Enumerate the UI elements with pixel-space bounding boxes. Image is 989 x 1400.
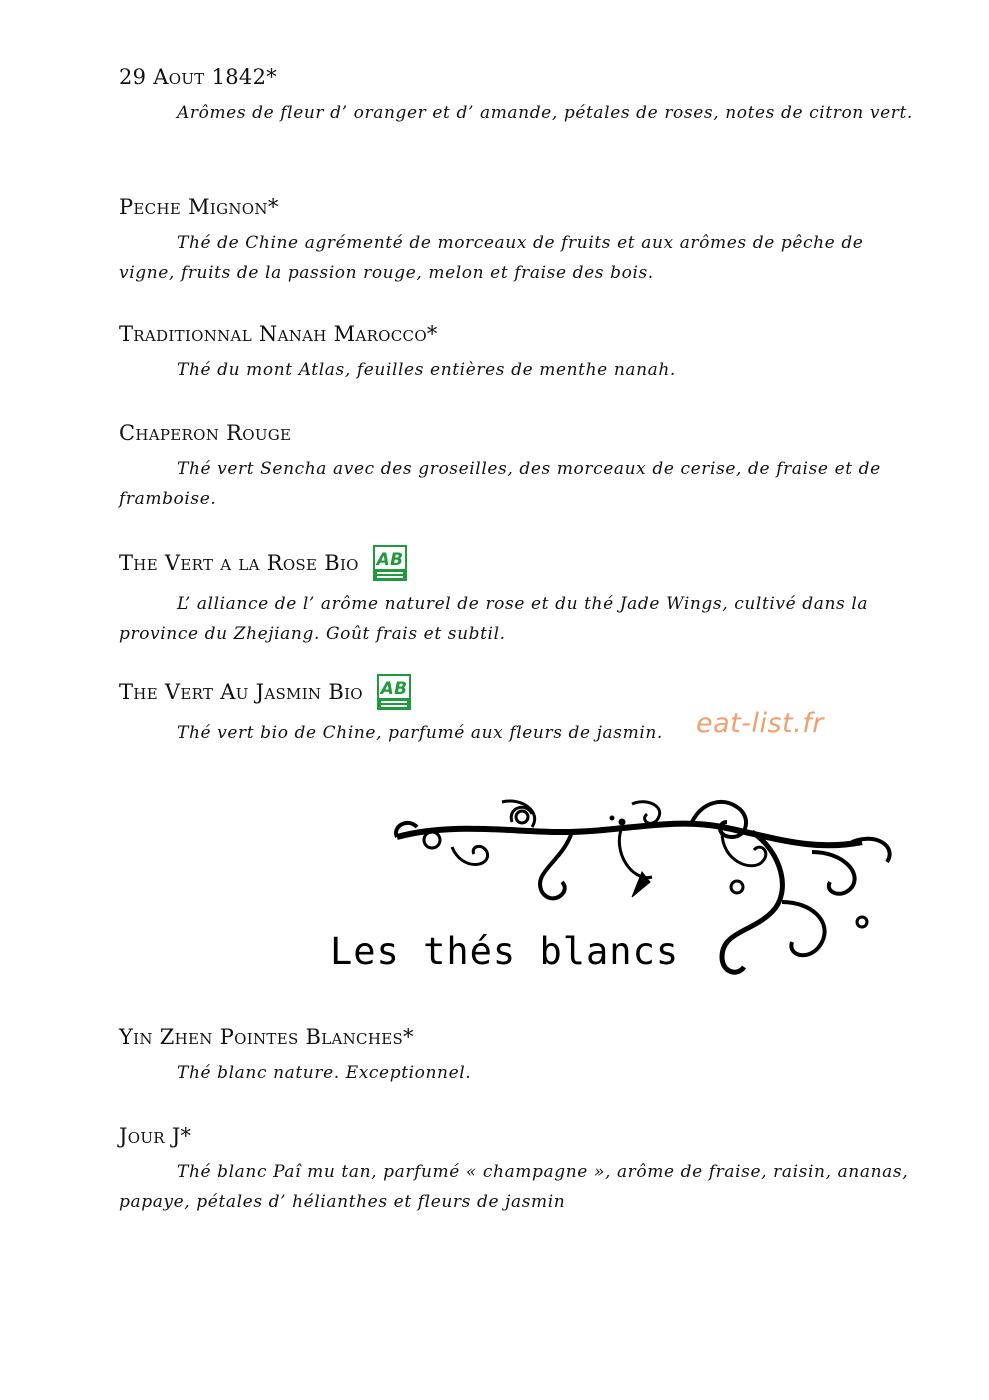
svg-text:AB: AB <box>376 550 404 570</box>
tea-title: Peche Mignon* <box>119 195 279 219</box>
tea-item-yin-zhen <box>119 1024 919 1088</box>
tea-title: 29 Aout 1842* <box>119 65 278 89</box>
tea-title: Yin Zhen Pointes Blanches* <box>119 1025 414 1049</box>
tea-item-chaperon-rouge <box>119 420 919 514</box>
tea-description: Thé vert Sencha avec des groseilles, des morceaux de cerise, de fraise et de framboise. <box>119 459 881 509</box>
tea-description: Thé du mont Atlas, feuilles entières de menthe nanah. <box>177 360 676 380</box>
section-heading-thes-blancs: Les thés blancs <box>330 930 680 973</box>
watermark: eat-list.fr <box>696 708 824 739</box>
organic-ab-logo-icon <box>377 674 411 710</box>
tea-title: Jour J* <box>119 1124 192 1148</box>
tea-title: The Vert Au Jasmin Bio <box>119 680 363 704</box>
tea-title: Traditionnal Nanah Marocco* <box>119 322 438 346</box>
tea-item-traditionnal-nanah-marocco <box>119 321 919 385</box>
tea-description: Thé de Chine agrémenté de morceaux de fruits et aux arômes de pêche de vigne, fruits de la passion rouge, melon et fraise des bois. <box>119 233 864 283</box>
tea-item-29-aout-1842 <box>119 64 919 128</box>
tea-title: Chaperon Rouge <box>119 421 292 445</box>
tea-item-peche-mignon <box>119 194 919 288</box>
tea-description: Arômes de fleur d’ oranger et d’ amande, pétales de roses, notes de citron vert. <box>177 103 913 123</box>
organic-ab-logo-icon <box>373 545 407 581</box>
tea-title: The Vert a la Rose Bio <box>119 551 359 575</box>
tea-description: Thé blanc nature. Exceptionnel. <box>177 1063 472 1083</box>
svg-text:AB: AB <box>380 679 408 699</box>
tea-item-jour-j <box>119 1123 919 1217</box>
tea-description: Thé vert bio de Chine, parfumé aux fleurs de jasmin. <box>177 723 663 743</box>
tea-item-the-vert-rose-bio <box>119 545 919 649</box>
tea-description: Thé blanc Paî mu tan, parfumé « champagne », arôme de fraise, raisin, ananas, papaye, pétales d’ hélianthes et fleurs de jasmin <box>119 1162 909 1212</box>
tea-description: L’ alliance de l’ arôme naturel de rose et du thé Jade Wings, cultivé dans la province du Zhejiang. Goût frais et subtil. <box>119 594 869 644</box>
